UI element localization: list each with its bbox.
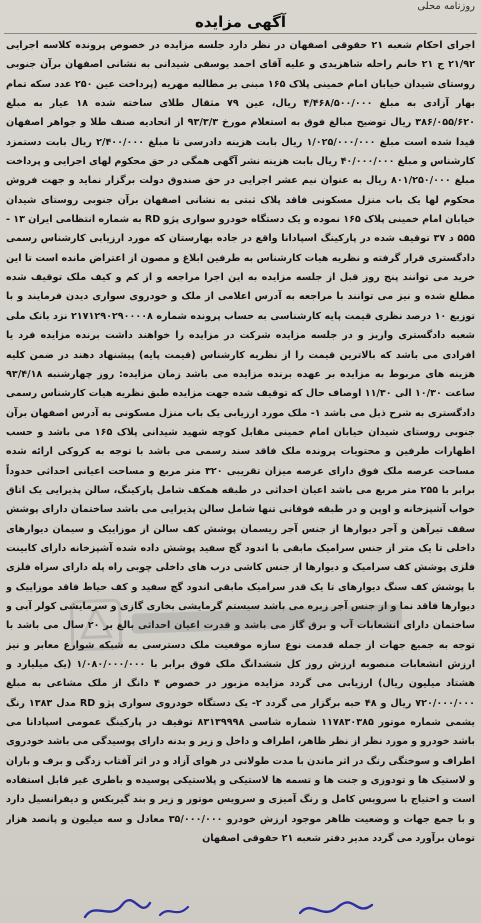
masthead-fragment: روزنامه محلی	[417, 1, 475, 12]
notice-title: آگهی مزایده	[194, 13, 287, 31]
title-divider	[4, 33, 477, 34]
notice-body	[6, 36, 475, 888]
notice-body-text: اجرای احکام شعبه ۲۱ حقوقی اصفهان در نظر دارد جلسه مزایده در خصوص پرونده کلاسه اجرایی ۲۱/۹۲ ج ۲۱ خانم راحله شاهزیدی و علیه آقای احمد یوسفی شیدانی به نشانی اصفهان برآن جنوبی روستای شیدان خیابان امام خمینی پلاک ۱۶۵ مبنی بر مطالبه مهریه (پرداخت عین ۲۵۰ عدد سکه تمام بهار آزادی به مبلغ ۴/۴۶۸/۵۰۰/۰۰۰ ریال، عین ۷۹ مثقال طلای ساخته شده ۱۸ عیار به مبلغ ۳۸۶/۰۵۵/۶۲۰ ریال توضیح مبالغ فوق به استعلام مورخ ۹۳/۳/۳ از اتحادیه صنف طلا و جواهر اصفهان قیدا شده است مبلغ ۱/۰۲۵/۰۰۰/۰۰۰ ریال بابت هزینه دادرسی تا مبلغ ۲/۴۰۰/۰۰۰ ریال بابت دستمزد کارشناس و مبلغ ۴۰/۰۰۰/۰۰۰ ریال بابت هزینه نشر آگهی همگی در حق محکوم لهای اجرایی و پرداخت مبلغ ۸۰۱/۲۵۰/۰۰۰ ریال به عنوان نیم عشر اجرایی در حق صندوق دولت برگزار نماید و جهت فروش محکوم لها یک باب منزل مسکونی فاقد پلاک ثبتی به نشانی اصفهان برآن جنوبی روستای شیدان خیابان امام خمینی پلاک ۱۶۵ نموده و یک دستگاه خودرو سواری پژو RD به شماره انتظامی ایران ۱۳ - ۵۵۵ د ۳۷ توقیف شده در پارکینگ اسپادانا واقع در جاده بهارستان که مورد ارزیابی کارشناس رسمی دادگستری قرار گرفته و نظریه هیات کارشناس به طرفین ابلاغ و مصون از اعتراض مانده است تا این خرید می توانند پنج روز قبل از جلسه مزایده به این اجرا مراجعه و از کم و کیف ملک توقیف شده مطلع شده و نیز می توانند با مراجعه به آدرس اعلامی از ملک و خودروی سواری دیدن فرمایند و با توزیع ۱۰ درصد نظری قیمت پایه کارشناسی به حساب پرونده شماره ۲۱۷۱۲۹۰۲۹۰۰۰۰۸ نزد بانک ملی شعبه دادگستری واریز و در جلسه مزایده شرکت در مزایده را خواهند داشت برنده مزایده فرد یا افرادی می باشد که بالاترین قیمت را از نظریه کارشناس (قیمت پایه) پیشنهاد دهند در ضمن کلیه هزینه های مربوط به مزایده بر عهده برنده مزایده می باشد زمان مزایده: روز چهارشنبه ۹۳/۴/۱۸ ساعت ۱۰/۳۰ الی ۱۱/۳۰ اوصاف حال که توقیف شده جهت مزایده طبق نظریه هیات کارشناس رسمی دادگستری به شرح ذیل می باشد ۱- ملک مورد ارزیابی یک باب منزل مسکونی به آدرس اصفهان برآن جنوبی روستای شیدان خیابان امام خمینی مقابل کوچه شهید شیدانی پلاک ۱۶۵ می باشد و حسب اظهارات طرفین و محتویات پرونده ملک فاقد سند رسمی می باشد با توجه به کروکی ارائه شده مساحت عرصه ملک فوق دارای عرصه میزان تقریبی ۳۲۰ متر مربع و مساحت اعیانی احداثی حدوداً برابر با ۲۵۵ متر مربع می باشد اعیان احداثی در طبقه همکف شامل پارکینگ، سالن پذیرایی یک اتاق خواب آشپزخانه و اوپن و در طبقه فوقانی تنها شامل سالن پذیرایی می باشد ساختمان دارای پوشش سقف تیرآهن و آجر دیوارها از جنس آجر ریسمان پوشش کف سالن از موزاییک و سیمان دیوارهای داخلی تا یک متر از جنس سرامیک مابقی با اندود گچ سفید پوشش داده شده آشپزخانه دارای کابینت فلزی پوشش کف سرامیک و دیوارها از جنس کاشی درب های داخلی چوبی راه پله دارای سراه فلزی با پوشش کف سنگ دیوارهای تا یک قدر سرامیک مابقی اندود گچ سفید و کف حیاط فاقد موزاییک و دیوارها فاقد نما و از جنس آجر زبره می باشد سیستم گرمایشی بخاری گازی و سرمایشی کولر آبی و ساختمان دارای انشعابات آب و برق گاز می باشد و قدرت اعیان احداثی بالغ بر ۲۰ سال می باشد با توجه به جمیع جهات از جمله قدمت نوع سازه موقعیت ملک دسترسی به شبکه شوارع معابر و نیز ارزش انشعابات منصوبه ارزش روز کل ششدانگ ملک فوق برابر با ۱/۰۸۰/۰۰۰/۰۰۰ (یک میلیارد و هشتاد میلیون ریال) ارزیابی می گردد مزایده مزبور در خصوص ۴ دانگ از ملک مشاعی به مبلغ ۷۲۰/۰۰۰/۰۰۰ ریال و ۴۸ حبه برگزار می گردد ۲- یک دستگاه خودروی سواری پژو RD مدل ۱۳۸۳ رنگ یشمی شماره موتور ۱۱۷۸۳۰۳۸۵ شماره شاسی ۸۳۱۳۹۹۹۸ توقیف در پارکینگ عمومی اسپادانا می باشد خودرو و مورد نظر از نظر ظاهر، اطراف و داخل و زیر و بدنه دارای پوسیدگی می باشد خودروی اطراف و سوختگی رنگ در اثر ماندن با مدت طولانی در هوای آزاد و در اثر آفتاب زدگی و برف و باران و لاستیک ها و تودوزی و جنت ها و تسمه ها لاستیکی و پلاستیکی پوسیده و باطری غیر قابل استفاده است و احتیاج با سرویس کامل و رنگ آمیزی و سرویس موتور و زیر و بند گیربکس و دیفرانسیل دارد و با جمع جهات و وضعیت ظاهر موجود ارزش خودرو ۳۵/۰۰۰/۰۰۰ معادل و سه میلیون و پانصد هزار تومان برآورد می گردد مدیر دفتر شعبه ۲۱ حقوقی اصفهان	[6, 40, 475, 845]
handwritten-marks	[0, 893, 481, 923]
pen-scribble-icon	[0, 893, 481, 923]
